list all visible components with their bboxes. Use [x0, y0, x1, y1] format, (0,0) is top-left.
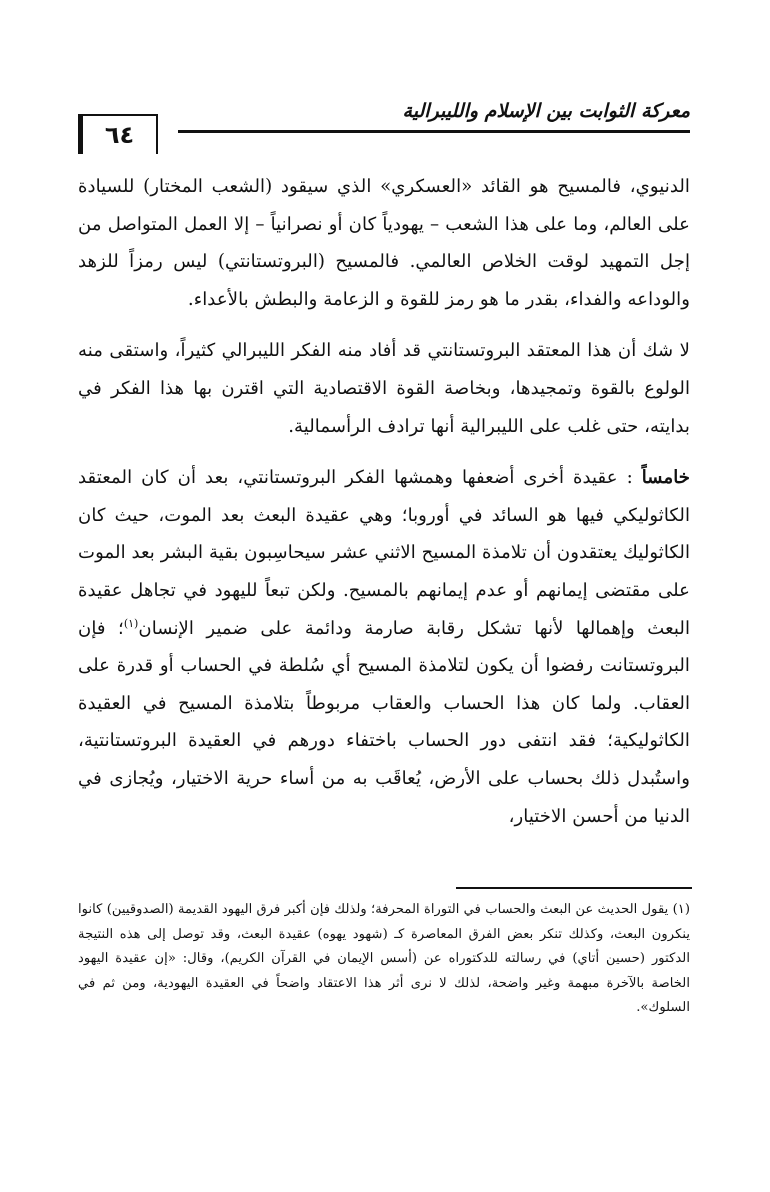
footnote: [78, 898, 690, 1021]
page-number: ٦٤: [78, 114, 158, 154]
page-header: [78, 96, 690, 154]
paragraph-lead: خامساً: [641, 467, 690, 489]
footnote-divider: [456, 887, 692, 889]
header-rule: [178, 130, 690, 133]
footnote-text: (١) يقول الحديث عن البعث والحساب في التوراة المحرفة؛ ولذلك فإن أكبر فرق اليهود القديمة (الصدوقيين) كانوا ينكرون البعث، وكذلك تنكر بعض الفرق المعاصرة كـ (شهود يهوه) عقيدة البعث، وقد توصل إلى هذه النتيجة الدكتور (حسين أتاي) في رسالته للدكتوراه عن (أسس الإيمان في القرآن الكريم)، وقال: «إن عقيدة اليهود الخاصة بالآخرة مبهمة وغير واضحة، لذلك لا نرى أثر هذا الاعتقاد واضحاً في العقيدة اليهودية، ومن ثم في السلوك».: [78, 902, 690, 1016]
running-title: معركة الثوابت بين الإسلام والليبرالية: [402, 100, 690, 122]
footnote-reference[interactable]: (١): [123, 616, 139, 630]
paragraph-3: [78, 459, 690, 835]
paragraph-3-part-a: : عقيدة أخرى أضعفها وهمشها الفكر البروتستانتي، بعد أن كان المعتقد الكاثوليكي فيها هو السائد في أوروبا؛ وهي عقيدة البعث بعد الموت، حيث كان الكاثوليك يعتقدون أن تلامذة المسيح الاثني عشر سيحاسِبون بقية البشر بعد الموت على مقتضى إيمانهم أو عدم إيمانهم بالمسيح. ولكن تبعاً لليهود في تجاهل عقيدة البعث وإهمالها لأنها تشكل رقابة صارمة ودائمة على ضمير الإنسان: [78, 467, 691, 639]
paragraph-3-part-b: ؛ فإن البروتستانت رفضوا أن يكون لتلامذة المسيح أي سُلطة في الحساب أو قدرة على العقاب. ولما كان هذا الحساب والعقاب مربوطاً بتلامذة المسيح في العقيدة الكاثوليكية؛ فقد انتفى دور الحساب باختفاء دورهم في العقيدة البروتستانتية، واستُبدل ذلك بحساب على الأرض، يُعاقَب به من أساء حرية الاختيار، ويُجازى في الدنيا من أحسن الاختيار،: [78, 617, 690, 827]
body-text: [78, 168, 690, 835]
paragraph-2: لا شك أن هذا المعتقد البروتستانتي قد أفاد منه الفكر الليبرالي كثيراً، واستقى منه الولوع بالقوة وتمجيدها، وبخاصة القوة الاقتصادية التي اقترن بها هذا الفكر في بدايته، حتى غلب على الليبرالية أنها ترادف الرأسمالية.: [78, 340, 690, 437]
paragraph-1: الدنيوي، فالمسيح هو القائد «العسكري» الذي سيقود (الشعب المختار) للسيادة على العالم، وما على هذا الشعب – يهودياً كان أو نصرانياً – إلا العمل المتواصل من إجل التمهيد لوقت الخلاص العالمي. فالمسيح (البروتستانتي) ليس رمزاً للزهد والوداعه والفداء، بقدر ما هو رمز للقوة و الزعامة والبطش بالأعداء.: [78, 176, 690, 310]
